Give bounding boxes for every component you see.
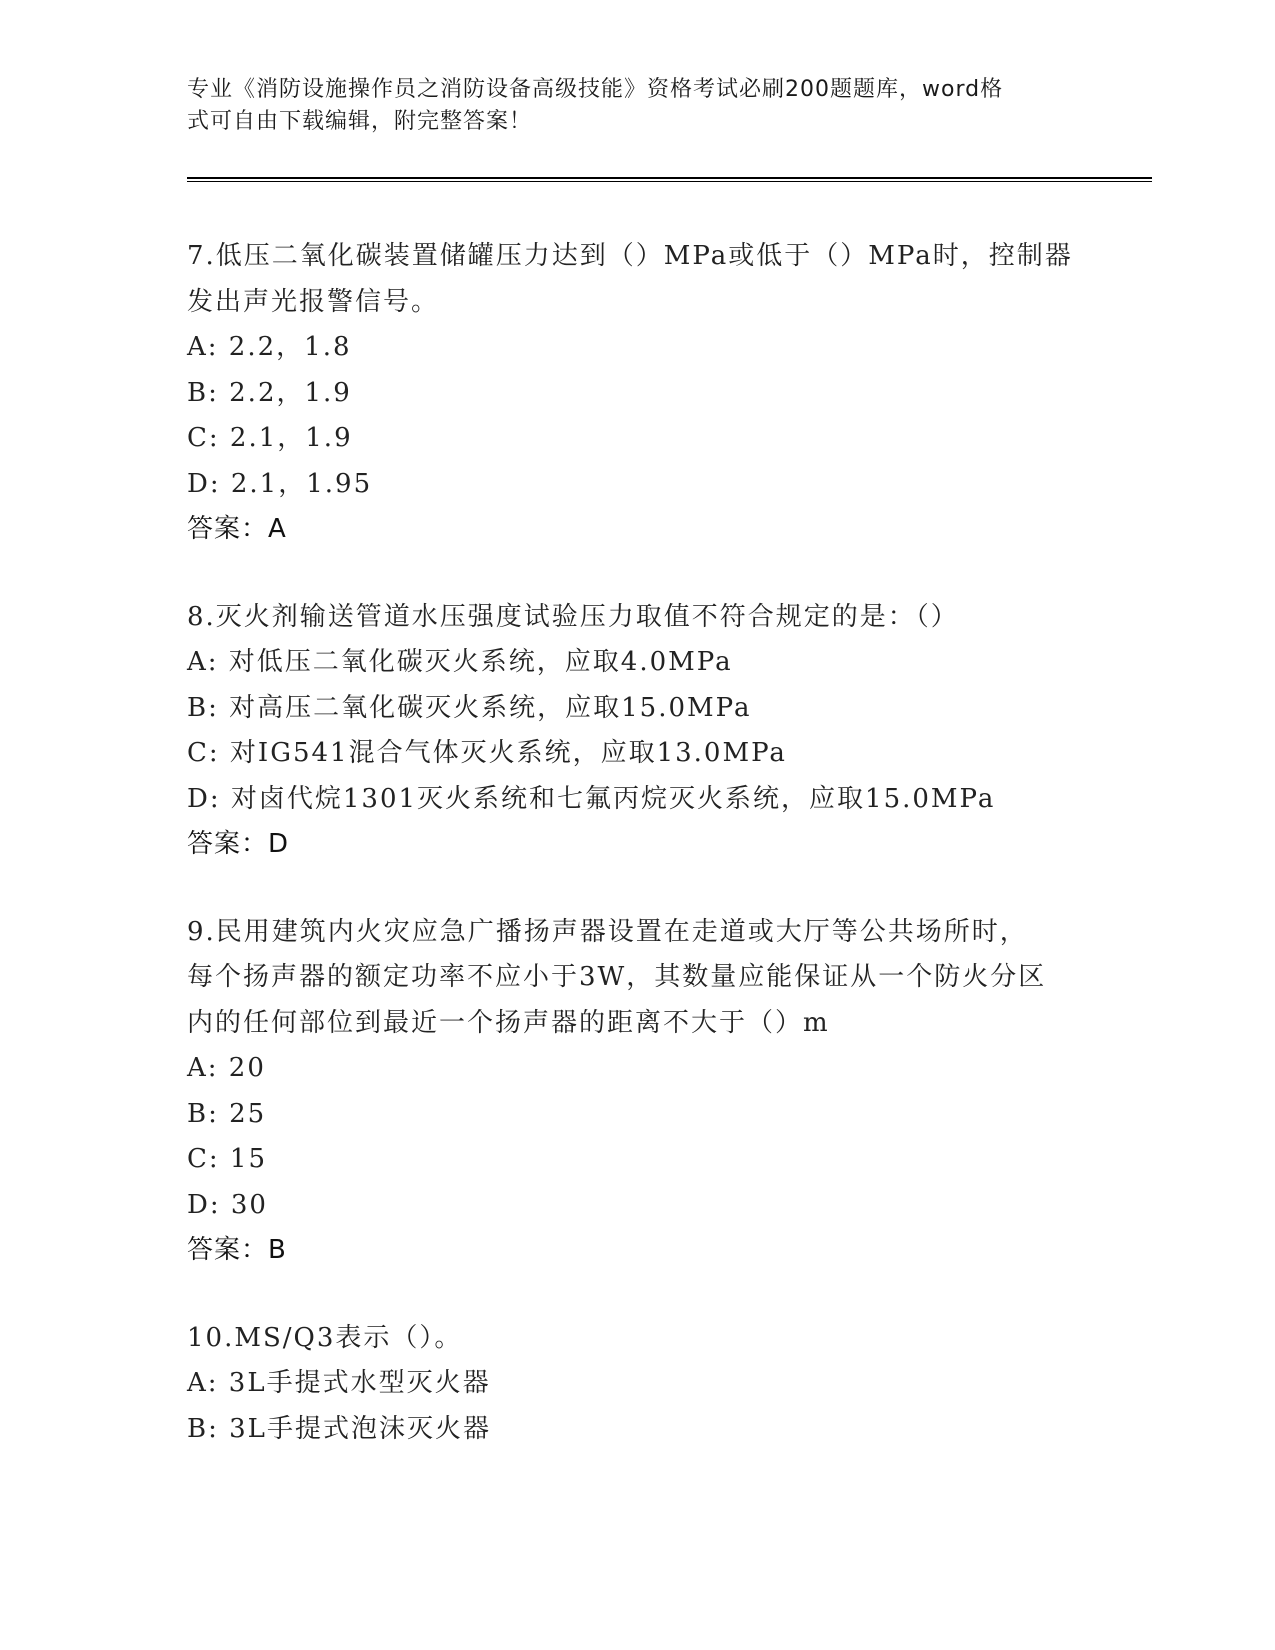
question-stem-line: 10.MS/Q3表示（）。 <box>187 1322 463 1353</box>
question-stem-line: 发出声光报警信号。 <box>187 286 440 317</box>
option-b: B: 25 <box>187 1098 267 1129</box>
question-stem-line: 7.低压二氧化碳装置储罐压力达到（）MPa或低于（）MPa时，控制器 <box>187 241 1073 271</box>
header-line-2: 式可自由下载编辑，附完整答案！ <box>187 109 533 134</box>
question-stem-line: 内的任何部位到最近一个扬声器的距离不大于（）m <box>187 1007 830 1038</box>
question-stem-line: 每个扬声器的额定功率不应小于3W，其数量应能保证从一个防火分区 <box>187 962 1047 992</box>
answer: 答案：A <box>187 514 287 544</box>
option-d: D: 30 <box>187 1189 268 1220</box>
option-b: B: 对高压二氧化碳灭火系统，应取15.0MPa <box>187 692 752 723</box>
option-a: A: 20 <box>187 1053 266 1083</box>
option-d: D: 2.1，1.95 <box>187 468 373 499</box>
option-a: A: 2.2，1.8 <box>187 332 352 362</box>
header-divider-thin <box>187 181 1152 182</box>
option-a: A: 3L手提式水型灭火器 <box>187 1368 491 1398</box>
question-8 <box>187 595 1087 868</box>
option-c: C: 15 <box>187 1144 268 1174</box>
header-divider-thick <box>187 177 1152 179</box>
question-9 <box>187 910 1087 1274</box>
question-stem-line: 9.民用建筑内火灾应急广播扬声器设置在走道或大厅等公共场所时， <box>187 916 1028 947</box>
answer: 答案：B <box>187 1235 287 1265</box>
option-b: B: 2.2，1.9 <box>187 377 352 408</box>
question-list <box>187 234 1087 1494</box>
option-c: C: 对IG541混合气体灭火系统，应取13.0MPa <box>187 738 787 768</box>
option-c: C: 2.1，1.9 <box>187 423 353 453</box>
option-a: A: 对低压二氧化碳灭火系统，应取4.0MPa <box>187 647 733 677</box>
document-header <box>187 74 1067 138</box>
question-10 <box>187 1316 1087 1453</box>
answer: 答案：D <box>187 829 290 859</box>
question-stem-line: 8.灭火剂输送管道水压强度试验压力取值不符合规定的是：（） <box>187 601 959 632</box>
question-7 <box>187 234 1087 553</box>
option-b: B: 3L手提式泡沫灭火器 <box>187 1413 491 1444</box>
option-d: D: 对卤代烷1301灭火系统和七氟丙烷灭火系统，应取15.0MPa <box>187 783 996 814</box>
header-line-1: 专业《消防设施操作员之消防设备高级技能》资格考试必刷200题题库，word格 <box>187 77 1004 102</box>
